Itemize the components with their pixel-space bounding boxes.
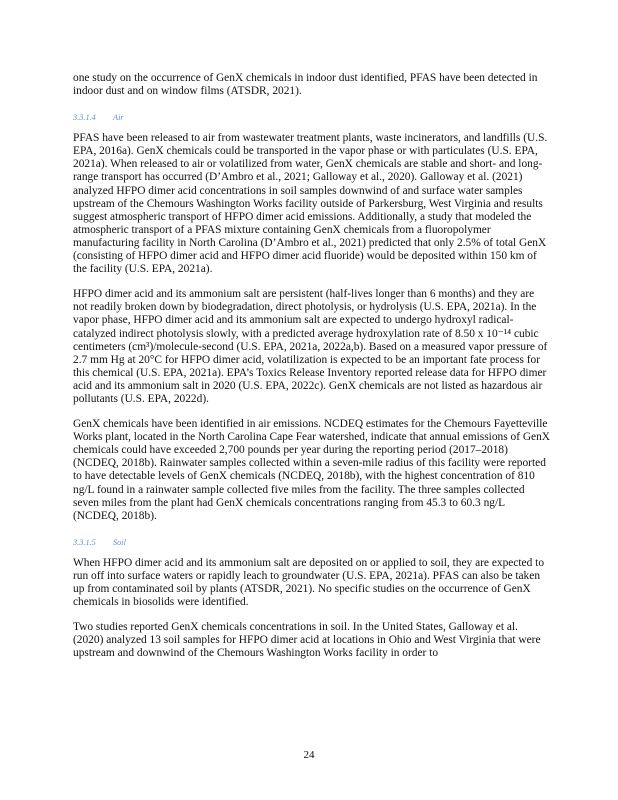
section-heading-air [73,113,551,123]
section-number: 3.3.1.4 [73,113,96,123]
air-paragraph-1: PFAS have been released to air from wastewater treatment plants, waste incinerators, and landfills (U.S. EPA, 2016a). GenX chemicals could be transported in the vapor phase or with particulates (U.S. EPA, 2021a). When released to air or volatilized from water, GenX chemicals are stable and short- and long-range transport has occurred (D’Ambro et al., 2021; Galloway et al., 2020). Galloway et al. (2021) analyzed HFPO dimer acid concentrations in soil samples downwind of and surface water samples upstream of the Chemours Washington Works facility outside of Parkersburg, West Virginia and results suggest atmospheric transport of HFPO dimer acid emissions. Additionally, a study that modeled the atmospheric transport of a PFAS mixture containing GenX chemicals from a fluoropolymer manufacturing facility in North Carolina (D’Ambro et al., 2021) predicted that only 2.5% of total GenX (consisting of HFPO dimer acid and HFPO dimer acid fluoride) would be deposited within 150 km of the facility (U.S. EPA, 2021a). [73,132,548,276]
air-paragraph-2: HFPO dimer acid and its ammonium salt are persistent (half-lives longer than 6 months) and they are not readily broken down by biodegradation, direct photolysis, or hydrolysis (U.S. EPA, 2021a). In the vapor phase, HFPO dimer acid and its ammonium salt are expected to undergo hydroxyl radical-catalyzed indirect photolysis slowly, with a predicted average hydroxylation rate of 8.50 x 10⁻¹⁴ cubic centimeters (cm³)/molecule-second (U.S. EPA, 2021a, 2022a,b). Based on a measured vapor pressure of 2.7 mm Hg at 20°C for HFPO dimer acid, volatilization is expected to be an important fate process for this chemical (U.S. EPA, 2021a). EPA’s Toxics Release Inventory reported release data for HFPO dimer acid and its ammonium salt in 2020 (U.S. EPA, 2022c). GenX chemicals are not listed as hazardous air pollutants (U.S. EPA, 2022d). [73,288,548,405]
document-body [73,72,551,660]
section-title: Air [113,113,124,123]
soil-paragraph-2: Two studies reported GenX chemicals concentrations in soil. In the United States, Galloway et al. (2020) analyzed 13 soil samples for HFPO dimer acid at locations in Ohio and West Virginia that were upstream and downwind of the Chemours Washington Works facility in order to [73,621,541,660]
intro-paragraph: one study on the occurrence of GenX chemicals in indoor dust identified, PFAS have been detected in indoor dust and on window films (ATSDR, 2021). [73,72,538,98]
section-heading-soil [73,538,551,548]
section-number: 3.3.1.5 [73,537,96,547]
page-number: 24 [303,749,315,761]
soil-paragraph-1: When HFPO dimer acid and its ammonium salt are deposited on or applied to soil, they are expected to run off into surface waters or rapidly leach to groundwater (U.S. EPA, 2021a). PFAS can also be taken up from contaminated soil by plants (ATSDR, 2021). No specific studies on the occurrence of GenX chemicals in biosolids were identified. [73,556,545,609]
section-title: Soil [113,537,126,547]
air-paragraph-3: GenX chemicals have been identified in air emissions. NCDEQ estimates for the Chemours Fayetteville Works plant, located in the North Carolina Cape Fear watershed, indicate that annual emissions of GenX chemicals could have exceeded 2,700 pounds per year during the reporting period (2017–2018) (NCDEQ, 2018b). Rainwater samples collected within a seven-mile radius of this facility were reported to have detectable levels of GenX chemicals (NCDEQ, 2018b), with the highest concentration of 810 ng/L found in a rainwater sample collected five miles from the facility. The three samples collected seven miles from the plant had GenX chemicals concentrations ranging from 45.3 to 60.3 ng/L (NCDEQ, 2018b). [73,418,551,522]
